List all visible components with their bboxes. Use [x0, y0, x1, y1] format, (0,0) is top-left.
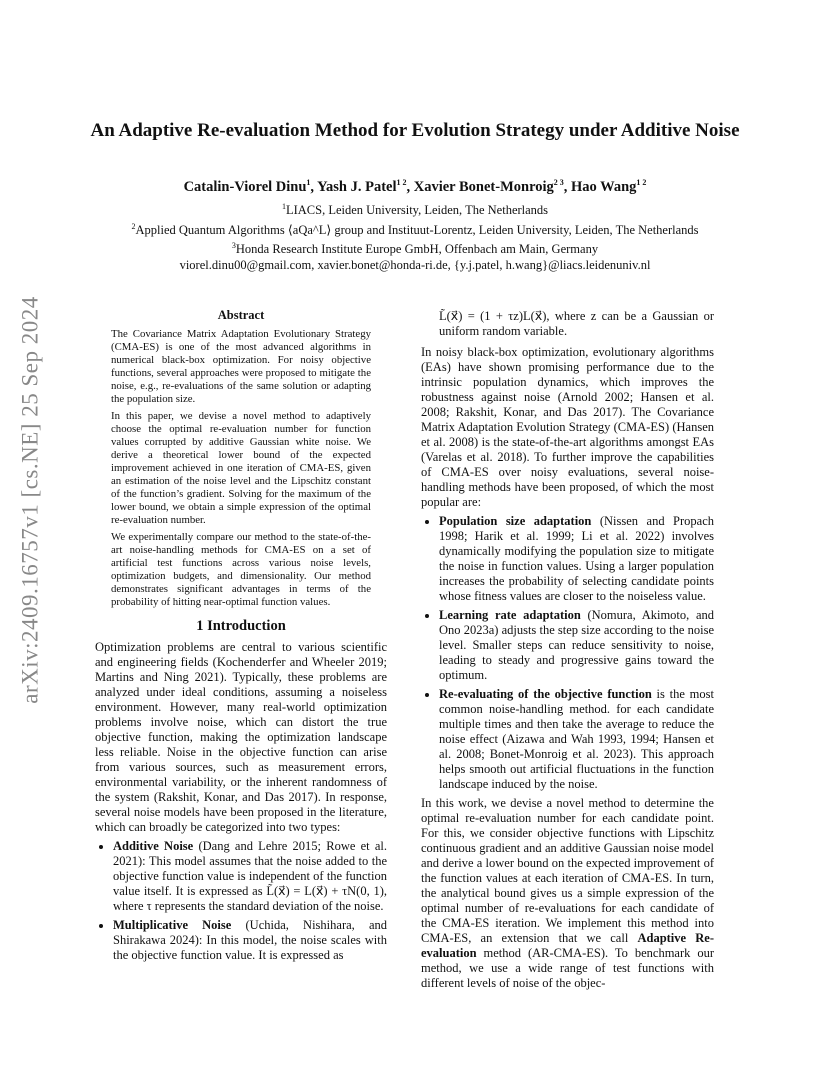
multiplicative-noise-continuation: L̃(x⃗) = (1 + τz)L(x⃗), where z can be a Gaussian or uniform random variable.: [439, 309, 714, 338]
method-name: Adaptive Re-evaluation: [421, 931, 714, 960]
list-item-term: Additive Noise: [113, 839, 194, 853]
noise-handling-list: [421, 514, 714, 792]
abstract: [95, 309, 387, 609]
right-column: [421, 309, 714, 993]
paper-title: An Adaptive Re-evaluation Method for Evolution Strategy under Additive Noise: [90, 120, 740, 141]
affiliations: [60, 199, 770, 273]
arxiv-sidebar: [14, 290, 48, 710]
author-name: Catalin-Viorel Dinu: [183, 178, 307, 195]
left-column: [95, 309, 387, 967]
affiliation-line: $^2$Applied Quantum Algorithms ⟨aQa^L⟩ group and Instituut-Lorentz, Leiden University, Leiden, The Netherlands: [131, 221, 699, 237]
author-name: Hao Wang: [571, 178, 637, 195]
list-item-term: Re-evaluating of the objective function: [439, 687, 652, 701]
author-affil-mark: 1: [306, 178, 311, 187]
affiliation-line: $^1$LIACS, Leiden University, Leiden, The Netherlands: [281, 202, 549, 218]
section-heading-introduction: 1 Introduction: [196, 618, 286, 634]
author-name: Yash J. Patel: [317, 178, 397, 195]
abstract-paragraph: The Covariance Matrix Adaptation Evolutionary Strategy (CMA-ES) is one of the most advanced algorithms in numerical black-box optimization. For noisy objective functions, several approaches were proposed to mitigate the noise, e.g., re-evaluations of the same solution or adapting the population size.: [111, 328, 371, 405]
list-item: • Population size adaptation (Nissen and Propach 1998; Harik et al. 1999; Li et al. 2022) involves dynamically modifying the population size to mitigate the noise in function values. Using a larger population increases the probability of selecting candidate points whose fitness values are closer to the noiseless value.: [439, 514, 714, 604]
author-affil-mark: 1 2: [396, 178, 407, 187]
affiliation-line: $^3$Honda Research Institute Europe GmbH, Offenbach am Main, Germany: [231, 241, 599, 257]
author-list: Catalin-Viorel Dinu$^1$, Yash J. Patel$^{1 2}$, Xavier Bonet-Monroig$^{2 3}$, Hao Wang$^{1 2}$: [183, 178, 647, 195]
noise-model-list: [95, 839, 387, 963]
body-paragraph: In noisy black-box optimization, evolutionary algorithms (EAs) have shown promising performance due to the intrinsic population dynamics, which improves the robustness against noise (Arnold 2002; Hansen et al. 2008; Rakshit, Konar, and Das 2017). The Covariance Matrix Adaptation Evolution Strategy (CMA-ES) (Hansen et al. 2008) is the state-of-the-art algorithms amongst EAs (Varelas et al. 2018). To further improve the capabilities of CMA-ES over noisy evaluations, several noise-handling methods have been proposed, of which the most popular are:: [421, 345, 714, 509]
list-item: • Re-evaluating of the objective function is the most common noise-handling method. for each candidate multiple times and then take the average to reduce the noise effect (Aizawa and Wah 1993, 1994; Hansen et al. 2008; Bonet-Monroig et al. 2023). This approach helps smooth out artificial fluctuations in the function landscape induced by the noise.: [439, 687, 714, 792]
author-emails: viorel.dinu00@gmail.com, xavier.bonet@honda-ri.de, {y.j.patel, h.wang}@liacs.leidenuniv.nl: [179, 257, 651, 272]
body-paragraph: In this work, we devise a novel method to determine the optimal re-evaluation number for each candidate point. For this, we consider objective functions with Lipschitz continuous gradient and an additive Gaussian noise model and derive a lower bound on the expected improvement of the function values at each iteration of CMA-ES. In turn, the analytical bound gives us a simple expression of the optimal number of re-evaluations for each candidate of the CMA-ES iteration. We implement this method into CMA-ES, an extension that we call Adaptive Re-evaluation method (AR-CMA-ES). To benchmark our method, we use a wide range of test functions with different levels of noise of the objec-: [421, 796, 714, 990]
abstract-paragraph: We experimentally compare our method to the state-of-the-art noise-handling methods for CMA-ES on a set of artificial test functions across various noise levels, optimization budgets, and dimensionality. Our method demonstrates significant advantages in terms of the probability of hitting near-optimal function values.: [111, 531, 371, 608]
list-item: • Additive Noise (Dang and Lehre 2015; Rowe et al. 2021): This model assumes that the noise added to the objective function value is independent of the function value itself. It is expressed as L̃(x⃗) = L(x⃗) + τN(0, 1), where τ represents the standard deviation of the noise.: [113, 839, 387, 914]
author-affil-mark: 1 2: [636, 178, 647, 187]
intro-paragraph: Optimization problems are central to various scientific and engineering fields (Kochenderfer and Wheeler 2019; Martins and Ning 2021). Typically, these problems are analyzed under ideal conditions, assuming a noiseless environment. However, many real-world optimization problems involve noise, which can distort the true objective function, making the optimization landscape less reliable. Noise in the objective function can arise from various sources, such as measurement errors, environmental variability, or the inherent randomness of the system (Rakshit, Konar, and Das 2017). In response, several noise models have been proposed in the literature, which can broadly be categorized into two types:: [95, 640, 387, 834]
abstract-heading: Abstract: [217, 308, 265, 322]
abstract-paragraph: In this paper, we devise a novel method to adaptively choose the optimal re-evaluation number for function values corrupted by additive Gaussian white noise. We derive a theoretical lower bound of the expected improvement achieved in one iteration of CMA-ES, given an estimation of the noise level and the Lipschitz constant of the function’s gradient. Solving for the maximum of the lower bound, we obtain a simple expression of the optimal re-evaluation number.: [111, 410, 371, 526]
arxiv-identifier: arXiv:2409.16757v1 [cs.NE] 25 Sep 2024: [18, 296, 43, 704]
author-affil-mark: 2 3: [553, 178, 564, 187]
list-item-term: Multiplicative Noise: [113, 918, 232, 932]
list-item: • Learning rate adaptation (Nomura, Akimoto, and Ono 2023a) adjusts the step size according to the noise level. Smaller steps can reduce sensitivity to noise, leading to steady and progressive gains toward the optimum.: [439, 608, 714, 683]
author-name: Xavier Bonet-Monroig: [413, 178, 554, 195]
list-item-term: Population size adaptation: [439, 514, 592, 528]
list-item-term: Learning rate adaptation: [439, 608, 581, 622]
list-item: • Multiplicative Noise (Uchida, Nishihara, and Shirakawa 2024): In this model, the noise scales with the objective function value. It is expressed as: [113, 918, 387, 963]
